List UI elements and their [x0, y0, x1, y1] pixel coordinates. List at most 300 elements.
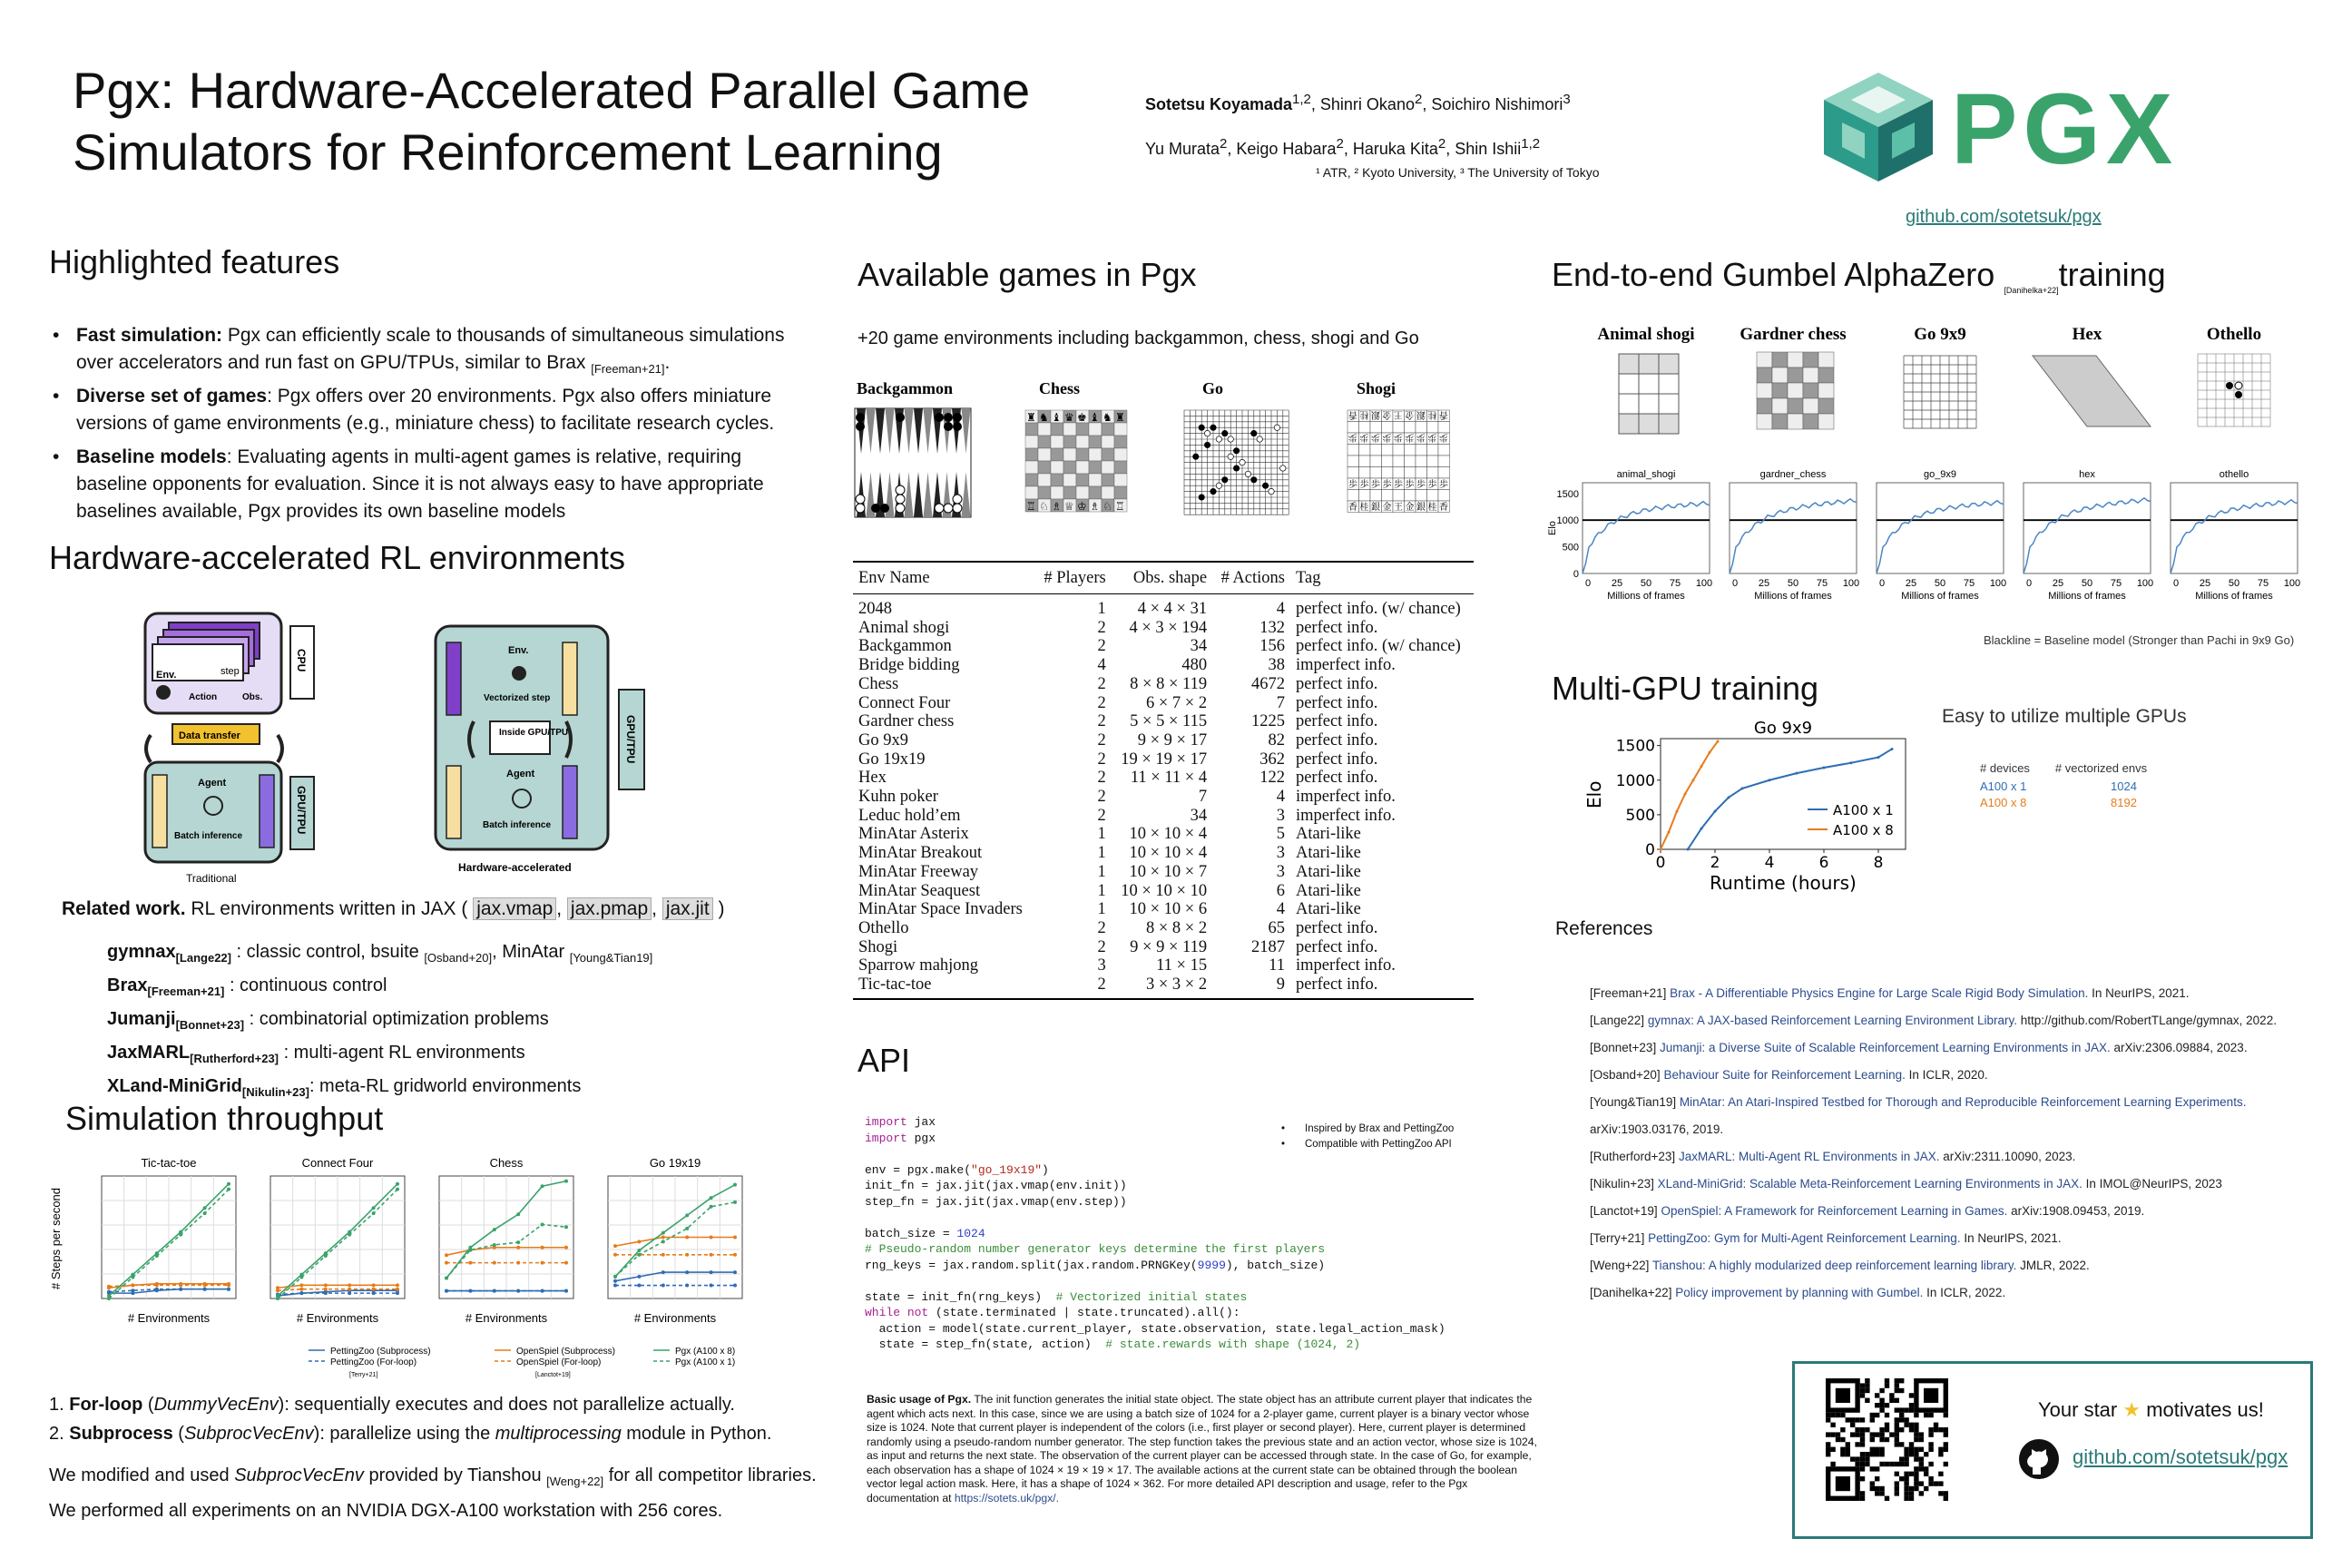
- shogi-piece: 桂: [1427, 409, 1437, 419]
- table-row: [853, 619, 1474, 638]
- table-header: Obs. shape: [1132, 569, 1208, 587]
- shogi-piece: 王: [1394, 409, 1403, 419]
- title-line-1: Pgx: Hardware-Accelerated Parallel Game: [73, 62, 1031, 119]
- table-row: [853, 637, 1474, 656]
- throughput-point: [685, 1253, 689, 1257]
- gumbel-board-icon: [2198, 354, 2270, 426]
- x-tick: 0: [2025, 578, 2033, 589]
- shogi-piece: 香: [1348, 409, 1357, 419]
- x-tick: 25: [1758, 578, 1770, 589]
- table-cell: 9: [1276, 975, 1285, 995]
- shogi-piece: 歩: [1371, 432, 1380, 442]
- table-cell: 11 × 15: [1156, 956, 1208, 975]
- x-tick: 100: [2136, 578, 2154, 589]
- table-cell: 3: [1276, 806, 1285, 825]
- ref-title: MinAtar: An Atari-Inspired Testbed for Thorough and Reproducible Reinforcement Learning Experiments.: [1679, 1095, 2247, 1109]
- code-jit: jax.jit: [662, 897, 713, 920]
- chess-piece: ♖: [1026, 500, 1036, 513]
- x-tick: 6: [1818, 854, 1829, 872]
- related-cite: [Lange22]: [175, 951, 231, 965]
- shogi-piece: 歩: [1382, 432, 1392, 442]
- table-cell: Chess: [858, 674, 899, 693]
- throughput-point: [227, 1188, 230, 1191]
- throughput-point: [348, 1291, 351, 1295]
- table-cell: 2: [1097, 937, 1106, 956]
- api-note: Compatible with PettingZoo API: [1305, 1139, 1452, 1150]
- table-row: [853, 594, 1474, 619]
- related-lib-name: JaxMARL: [107, 1043, 191, 1063]
- globe-icon: [156, 685, 171, 700]
- feature-item: [49, 444, 802, 532]
- shogi-piece: 歩: [1371, 480, 1380, 490]
- note-2-num: 2.: [49, 1424, 70, 1444]
- throughput-point: [179, 1233, 182, 1237]
- x-tick: 25: [2052, 578, 2064, 589]
- shogi-piece: 歩: [1359, 432, 1369, 442]
- x-tick: 100: [1842, 578, 1860, 589]
- throughput-point: [203, 1206, 207, 1210]
- author-habara: , Keigo Habara: [1227, 140, 1337, 158]
- table-cell: 7: [1198, 788, 1208, 807]
- multigpu-point: [1714, 810, 1717, 813]
- star-icon: ★: [2122, 1398, 2141, 1421]
- throughput-point: [493, 1228, 496, 1231]
- gumbel-charts: [1543, 318, 2305, 653]
- related-item: [107, 1005, 652, 1039]
- table-cell: 4: [1276, 788, 1285, 807]
- throughput-point: [710, 1196, 713, 1200]
- gumbel-board-icon: [1619, 354, 1679, 434]
- table-cell: 2: [1097, 806, 1106, 825]
- ref-rest: In NeurIPS, 2021.: [2088, 986, 2190, 1000]
- related-desc-2: , MinAtar: [492, 942, 570, 962]
- table-cell: MinAtar Freeway: [858, 862, 979, 881]
- legend-label: OpenSpiel (Subprocess): [516, 1347, 615, 1357]
- throughput-point: [662, 1240, 665, 1243]
- authors: [1145, 80, 1571, 169]
- table-cell: 4672: [1250, 674, 1285, 693]
- shogi-piece: 歩: [1405, 480, 1415, 490]
- note-1-text: : sequentially executes and does not parallelize actually.: [284, 1395, 735, 1415]
- table-cell: 4: [1276, 600, 1285, 618]
- throughput-point: [637, 1240, 641, 1243]
- ref-key: [Lanctot+19]: [1590, 1204, 1661, 1218]
- table-cell: MinAtar Asterix: [858, 825, 969, 844]
- table-cell: 2: [1097, 750, 1106, 769]
- table-cell: Atari-like: [1295, 825, 1361, 844]
- table-row: [853, 731, 1474, 750]
- shogi-piece: 銀: [1416, 409, 1426, 419]
- related-work: Related work. RL environments written in JAX ( jax.vmap , jax.pmap , jax.jit ): [62, 898, 725, 919]
- gumbel-panel-title: animal_shogi: [1616, 469, 1676, 480]
- panel-title: Tic-tac-toe: [141, 1156, 197, 1170]
- table-cell: Atari-like: [1295, 844, 1361, 863]
- cpu-label: CPU: [295, 649, 308, 672]
- data-transfer-label: Data transfer: [179, 730, 240, 741]
- ref-title: Tianshou: A highly modularized deep reinforcement learning library.: [1651, 1259, 2017, 1272]
- gumbel-game-title: Animal shogi: [1597, 325, 1695, 344]
- x-tick: 50: [1934, 578, 1946, 589]
- legend-label: A100 x 8: [1833, 822, 1894, 838]
- shogi-piece: 桂: [1359, 409, 1369, 419]
- table-cell: imperfect info.: [1295, 956, 1396, 975]
- throughput-point: [685, 1227, 689, 1230]
- throughput-point: [131, 1276, 134, 1279]
- table-cell: Gardner chess: [858, 712, 955, 731]
- table-cell: perfect info.: [1295, 750, 1378, 769]
- related-cite-3: [Young&Tian19]: [569, 951, 653, 965]
- throughput-point: [227, 1283, 230, 1287]
- feature-text: : Evaluating agents in multi-agent games is relative, requiring baseline opponents for evaluation. Since it is not always easy to have appropriate baselines available, Pgx provides its own baseline models: [76, 446, 764, 523]
- shogi-piece: 銀: [1371, 503, 1380, 513]
- throughput-point: [107, 1290, 111, 1294]
- title-line-2: Simulators for Reinforcement Learning: [73, 123, 943, 181]
- star-text-b: motivates us!: [2141, 1398, 2264, 1421]
- table-cell: 11 × 11 × 4: [1130, 769, 1208, 788]
- x-tick: 50: [2081, 578, 2093, 589]
- chess-piece: ♗: [1090, 500, 1100, 513]
- table-cell: 1: [1097, 844, 1106, 863]
- multigpu-chart: [1561, 717, 1924, 898]
- ref-title: Brax - A Differentiable Physics Engine for Large Scale Rigid Body Simulation.: [1670, 986, 2089, 1000]
- throughput-point: [372, 1291, 376, 1295]
- ref-title: JaxMARL: Multi-Agent RL Environments in JAX.: [1678, 1150, 1940, 1163]
- table-cell: Sparrow mahjong: [858, 956, 979, 975]
- multigpu-point: [1741, 787, 1744, 789]
- throughput-point: [662, 1236, 665, 1240]
- api-caption-bold: Basic usage of Pgx.: [867, 1393, 972, 1406]
- throughput-point: [685, 1284, 689, 1288]
- reference-item: [1590, 1252, 2316, 1279]
- related-lib-name: Brax: [107, 975, 148, 995]
- table-cell: 2: [1097, 769, 1106, 788]
- throughput-point: [396, 1291, 399, 1295]
- shogi-piece: 歩: [1416, 432, 1426, 442]
- throughput-point: [107, 1297, 111, 1300]
- shogi-piece: 銀: [1371, 409, 1380, 419]
- table-cell: 2: [1097, 712, 1106, 731]
- table-cell: perfect info.: [1295, 769, 1378, 788]
- throughput-point: [445, 1261, 448, 1265]
- para-text: We modified and used: [49, 1465, 235, 1485]
- table-row: [853, 863, 1474, 882]
- table-cell: 9 × 9 × 119: [1130, 937, 1208, 956]
- throughput-point: [710, 1284, 713, 1288]
- related-item: [107, 938, 652, 972]
- feature-bold: Diverse set of games: [76, 386, 268, 407]
- features-heading: Highlighted features: [49, 243, 340, 280]
- gumbel-game-title: Othello: [2206, 325, 2262, 344]
- ref-rest: In IMOL@NeurIPS, 2023: [2082, 1177, 2222, 1191]
- table-cell: 10 × 10 × 10: [1121, 881, 1208, 900]
- aff-sup: 1,2: [1521, 136, 1541, 152]
- throughput-point: [564, 1225, 568, 1229]
- table-cell: 7: [1276, 693, 1285, 712]
- table-row: [853, 675, 1474, 694]
- table-cell: 1: [1097, 900, 1106, 919]
- throughput-point: [155, 1288, 159, 1291]
- chess-piece: ♞: [1102, 411, 1112, 424]
- multigpu-heading: Multi-GPU training: [1552, 670, 1819, 707]
- related-desc: : meta-RL gridworld environments: [309, 1076, 582, 1096]
- table-header: # Players: [1044, 569, 1106, 587]
- multigpu-point: [1728, 796, 1730, 799]
- throughput-point: [662, 1253, 665, 1257]
- shogi-piece: 歩: [1348, 432, 1357, 442]
- ref-key: [Nikulin+23]: [1590, 1177, 1658, 1191]
- related-bold: Related work.: [62, 898, 186, 919]
- para-text-d: for all competitor libraries. We performed all experiments on an NVIDIA DGX-A100 workstation with 256 cores.: [49, 1465, 817, 1521]
- chess-piece: ♖: [1115, 500, 1125, 513]
- throughput-point: [396, 1283, 399, 1287]
- qr-code-icon[interactable]: [1826, 1378, 1949, 1527]
- author-murata: Yu Murata: [1145, 140, 1220, 158]
- devices-header: # devices: [1980, 761, 2030, 775]
- multigpu-point: [1877, 756, 1880, 759]
- note-2-italic: SubprocVecEnv: [183, 1424, 314, 1444]
- gumbel-note: Blackline = Baseline model (Stronger than Pachi in 9x9 Go): [1984, 633, 2295, 647]
- table-cell: 10 × 10 × 4: [1129, 825, 1208, 844]
- table-row: [853, 656, 1474, 675]
- gumbel-heading: [1552, 256, 2166, 295]
- table-cell: 19 × 19 × 17: [1121, 750, 1208, 769]
- y-tick: 0: [1645, 841, 1655, 859]
- author-okano: , Shinri Okano: [1310, 95, 1415, 113]
- chess-piece: ♝: [1090, 411, 1100, 424]
- throughput-point: [733, 1183, 737, 1187]
- related-cite: [Rutherford+23]: [190, 1052, 279, 1065]
- ref-rest: In ICLR, 2022.: [1923, 1286, 2006, 1299]
- throughput-point: [372, 1211, 376, 1215]
- table-row: [853, 807, 1474, 826]
- table-cell: perfect info.: [1295, 712, 1378, 731]
- shogi-piece: 歩: [1348, 480, 1357, 490]
- note-2-italic-b: multiprocessing: [495, 1424, 622, 1444]
- multigpu-point: [1769, 779, 1771, 781]
- throughput-point: [685, 1270, 689, 1274]
- legend-cite: [Terry+21]: [349, 1372, 378, 1378]
- reference-item: [1590, 1198, 2316, 1225]
- legend-label: Pgx (A100 x 1): [675, 1357, 736, 1367]
- x-tick: 75: [2110, 578, 2122, 589]
- reference-item: [1590, 1279, 2316, 1307]
- shogi-piece: 歩: [1439, 432, 1448, 442]
- feature-end: .: [664, 352, 671, 373]
- code-pmap: jax.pmap: [567, 897, 652, 920]
- reference-item: [1590, 1007, 2316, 1034]
- note-2-text: : parallelize using the: [319, 1424, 495, 1444]
- table-cell: Animal shogi: [858, 618, 950, 637]
- table-cell: Hex: [858, 769, 887, 788]
- chess-piece: ♘: [1039, 500, 1049, 513]
- board-title: Shogi: [1357, 379, 1396, 397]
- aff-sup: 2: [1437, 136, 1446, 152]
- x-tick: 0: [1655, 854, 1666, 872]
- legend-label: PettingZoo (For-loop): [330, 1357, 417, 1367]
- table-cell: 3: [1276, 862, 1285, 881]
- reference-item: [1590, 1225, 2316, 1252]
- table-cell: 2: [1097, 918, 1106, 937]
- api-doc-link[interactable]: https://sotets.uk/pgx/.: [954, 1491, 1060, 1504]
- x-tick: 0: [1584, 578, 1592, 589]
- throughput-panel: [102, 1156, 236, 1325]
- throughput-point: [564, 1246, 568, 1250]
- shogi-piece: 歩: [1394, 432, 1403, 442]
- table-cell: perfect info.: [1295, 918, 1378, 937]
- hw-heading: Hardware-accelerated RL environments: [49, 539, 625, 576]
- env-label: Env.: [156, 670, 177, 681]
- ref-rest: arXiv:1903.03176, 2019.: [1590, 1122, 1724, 1136]
- panel-title: Connect Four: [301, 1156, 374, 1170]
- shogi-piece: 歩: [1394, 480, 1403, 490]
- ref-rest: In ICLR, 2020.: [1905, 1068, 1988, 1082]
- ref-title: OpenSpiel: A Framework for Reinforcement Learning in Games.: [1661, 1204, 2008, 1218]
- gumbel-cite: [Danihelka+22]: [2004, 286, 2059, 296]
- author-kita: , Haruka Kita: [1343, 140, 1438, 158]
- related-lib-name: Jumanji: [107, 1009, 176, 1029]
- throughput-point: [637, 1249, 641, 1252]
- api-note: Inspired by Brax and PettingZoo: [1305, 1123, 1455, 1134]
- code-vmap: jax.vmap: [473, 897, 556, 920]
- table-cell: 34: [1190, 806, 1208, 825]
- throughput-point: [613, 1244, 617, 1248]
- throughput-point: [372, 1206, 376, 1210]
- x-axis-label: # Environments: [633, 1311, 717, 1325]
- related-desc: : multi-agent RL environments: [279, 1043, 525, 1063]
- api-code: import jax import pgx env = pgx.make("go_19x19") init_fn = jax.jit(jax.vmap(env.init)) step_fn = jax.jit(jax.vmap(env.step)) batch_size = 1024 # Pseudo-random number generator keys determine the first players rng_keys = jax.random.split(jax.random.PRNGKey(9999), batch_size) state = init_fn(rng_keys) # Vectorized initial states while not (state.terminated | state.truncated).all(): action = model(state.current_player, state.observation, state.legal_action_mask) state = step_fn(state, action) # state.rewards with shape (1024, 2): [865, 1115, 1446, 1351]
- ref-rest: JMLR, 2022.: [2016, 1259, 2090, 1272]
- poster-title: [73, 60, 1030, 183]
- related-cite: [Freeman+21]: [147, 985, 225, 998]
- obs-label: Obs.: [242, 692, 263, 702]
- throughput-point: [564, 1289, 568, 1293]
- table-row: [853, 900, 1474, 919]
- throughput-point: [493, 1261, 496, 1265]
- github-link-top[interactable]: github.com/sotetsuk/pgx: [1906, 207, 2102, 227]
- multigpu-point: [1796, 772, 1798, 775]
- throughput-point: [637, 1275, 641, 1279]
- throughput-point: [516, 1261, 520, 1265]
- table-cell: perfect info.: [1295, 693, 1378, 712]
- throughput-point: [541, 1289, 544, 1293]
- devices-row-2: A100 x 8: [1980, 796, 2027, 809]
- throughput-point: [710, 1253, 713, 1257]
- reference-item: [1590, 1062, 2316, 1089]
- table-cell: 8 × 8 × 119: [1130, 674, 1208, 693]
- y-tick: 0: [1573, 569, 1579, 580]
- table-row: [853, 975, 1474, 999]
- x-tick: 4: [1764, 854, 1775, 872]
- panel-title: Go 19x19: [649, 1156, 701, 1170]
- legend-label: PettingZoo (Subprocess): [330, 1347, 431, 1357]
- star-text: [2038, 1398, 2264, 1422]
- agent-label-2: Agent: [506, 769, 535, 779]
- table-cell: perfect info. (w/ chance): [1295, 600, 1461, 618]
- chess-piece: ♛: [1064, 411, 1074, 424]
- table-cell: 65: [1268, 918, 1285, 937]
- table-cell: 480: [1181, 656, 1208, 675]
- throughput-point: [348, 1233, 351, 1237]
- reference-item: [1590, 1089, 2316, 1143]
- throughput-point: [155, 1283, 159, 1287]
- env-label-2: Env.: [508, 645, 529, 656]
- throughput-point: [324, 1254, 328, 1258]
- multigpu-point: [1823, 767, 1826, 769]
- throughput-point: [564, 1261, 568, 1265]
- batch-inference-label-2: Batch inference: [483, 820, 552, 830]
- ref-title: Jumanji: a Diverse Suite of Scalable Reinforcement Learning Environments in JAX.: [1659, 1041, 2111, 1054]
- reference-item: [1590, 1034, 2316, 1062]
- chess-piece: ♜: [1026, 411, 1036, 424]
- x-tick: 100: [1989, 578, 2007, 589]
- x-tick: 25: [2199, 578, 2211, 589]
- table-cell: perfect info. (w/ chance): [1295, 637, 1461, 656]
- multigpu-point: [1717, 740, 1720, 743]
- throughput-point: [348, 1283, 351, 1287]
- throughput-point: [516, 1240, 520, 1244]
- table-cell: perfect info.: [1295, 937, 1378, 956]
- throughput-point: [227, 1182, 230, 1186]
- table-cell: 4 × 4 × 31: [1137, 600, 1208, 618]
- envs-row-2: 8192: [2111, 796, 2137, 809]
- table-cell: 3 × 3 × 2: [1145, 975, 1208, 995]
- github-link-bottom[interactable]: github.com/sotetsuk/pgx: [2073, 1446, 2288, 1468]
- table-cell: Shogi: [858, 937, 898, 956]
- throughput-point: [468, 1289, 472, 1293]
- table-cell: imperfect info.: [1295, 806, 1396, 825]
- batch-inference-label: Batch inference: [174, 831, 243, 841]
- throughput-point: [613, 1253, 617, 1257]
- chess-piece: ♝: [1052, 411, 1062, 424]
- throughput-point: [324, 1283, 328, 1287]
- note-2-text-b: module in Python.: [621, 1424, 772, 1444]
- y-tick: 500: [1562, 542, 1579, 554]
- throughput-point: [637, 1284, 641, 1288]
- chess-piece: ♕: [1064, 500, 1074, 513]
- para-cite: [Weng+22]: [546, 1475, 604, 1488]
- related-cite-2: [Osband+20]: [424, 951, 493, 965]
- gumbel-panel-title: go_9x9: [1923, 469, 1957, 480]
- ref-rest: arXiv:2311.10090, 2023.: [1939, 1150, 2076, 1163]
- author-ishii: , Shin Ishii: [1446, 140, 1522, 158]
- multigpu-point: [1668, 830, 1671, 833]
- shogi-piece: 金: [1382, 503, 1392, 513]
- throughput-point: [203, 1288, 207, 1291]
- throughput-point: [276, 1289, 279, 1292]
- ref-title: gymnax: A JAX-based Reinforcement Learning Environment Library.: [1647, 1014, 2018, 1027]
- table-cell: Othello: [858, 918, 909, 937]
- ref-title: Behaviour Suite for Reinforcement Learning.: [1663, 1068, 1906, 1082]
- throughput-notes: 1. For-loop (DummyVecEnv): sequentially executes and does not parallelize actually. 2. Subprocess (SubprocVecEnv): parallelize using the multiprocessing module in Python. We modified and used SubprocVecEnv provided by Tianshou $_{[Weng+22]}$ for all competitor libraries. We performed all experiments on an NVIDIA DGX-A100 workstation with 256 cores.: [49, 1395, 817, 1521]
- shogi-piece: 香: [1439, 503, 1448, 513]
- throughput-point: [685, 1236, 689, 1240]
- x-tick: 75: [2257, 578, 2269, 589]
- multigpu-point: [1700, 765, 1703, 768]
- x-tick: 50: [2228, 578, 2240, 589]
- table-cell: 2: [1097, 788, 1106, 807]
- y-tick: 1500: [1556, 488, 1579, 500]
- throughput-point: [299, 1291, 303, 1295]
- throughput-point: [662, 1231, 665, 1235]
- envs-header: # vectorized envs: [2054, 761, 2148, 775]
- author-nishimori: , Soichiro Nishimori: [1422, 95, 1563, 113]
- ref-key: [Lange22]: [1590, 1014, 1648, 1027]
- multigpu-point: [1692, 779, 1695, 781]
- table-cell: MinAtar Seaquest: [858, 881, 981, 900]
- table-cell: 1: [1097, 825, 1106, 844]
- ref-key: [Bonnet+23]: [1590, 1041, 1660, 1054]
- x-tick: 0: [2172, 578, 2180, 589]
